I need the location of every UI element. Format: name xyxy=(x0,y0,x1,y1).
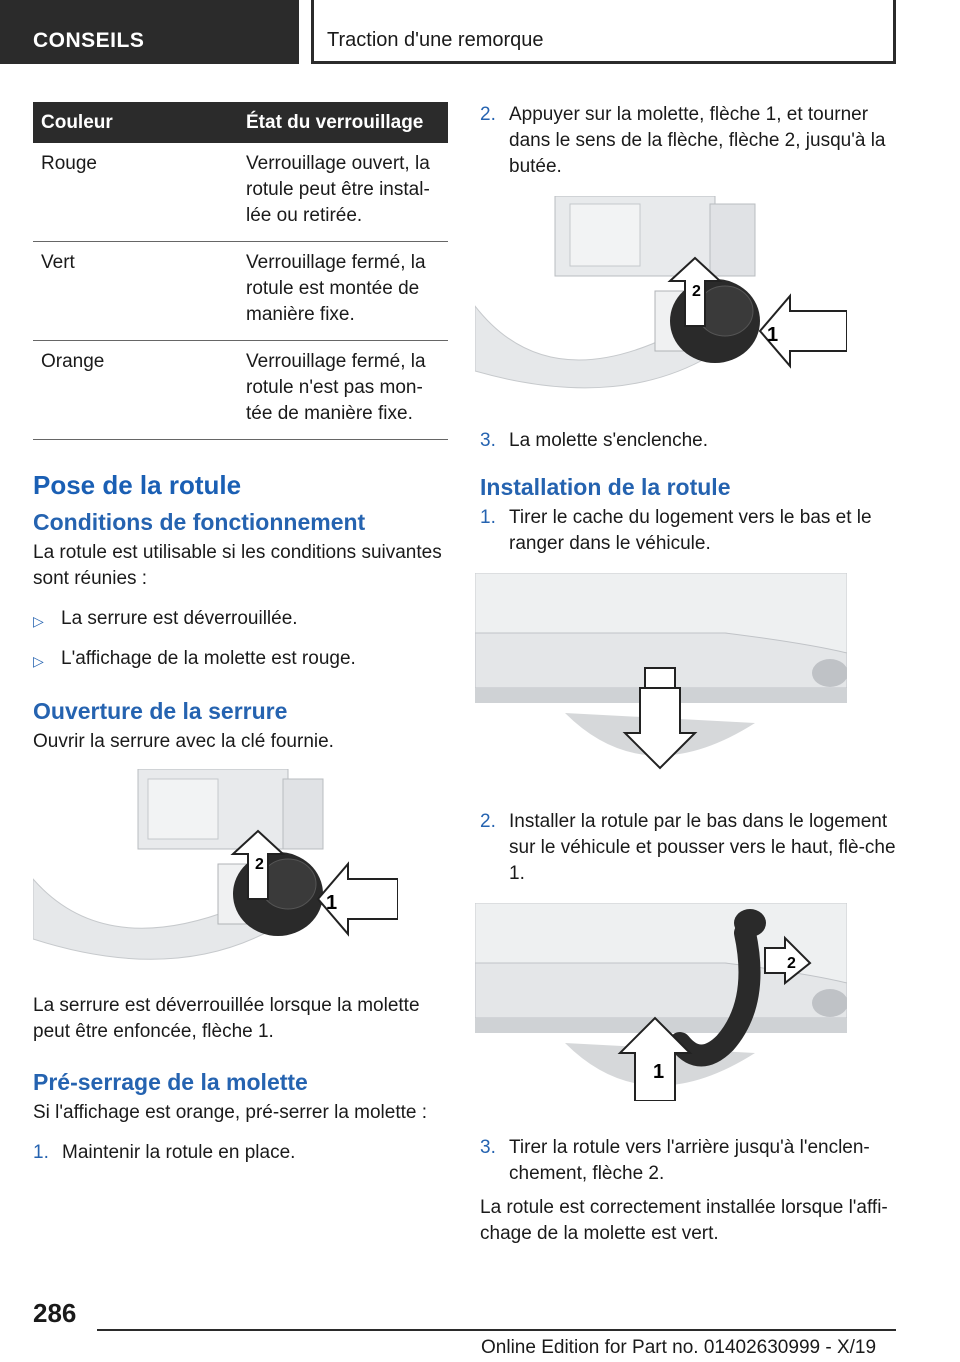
arrow-label-1: 1 xyxy=(767,324,779,346)
left-column xyxy=(33,102,448,1166)
bullet-text: L'affichage de la molette est rouge. xyxy=(61,648,356,669)
table-header-color: Couleur xyxy=(33,102,240,143)
figure-knob-turn xyxy=(475,196,847,396)
heading-preserrage: Pré-serrage de la molette xyxy=(33,1069,308,1095)
step-text: Appuyer sur la molette, flèche 1, et tourner dans le sens de la flèche, flèche 2, jusqu'à la butée. xyxy=(509,104,886,177)
arrow-label-2: 2 xyxy=(787,955,796,972)
chapter-tab xyxy=(0,0,299,64)
step-number: 1. xyxy=(480,507,496,528)
edition-text: Online Edition for Part no. 01402630999 - X/19 xyxy=(481,1337,877,1358)
bumper-illustration xyxy=(475,903,847,1101)
step-item xyxy=(33,1140,448,1166)
step-item xyxy=(480,505,900,557)
table-row xyxy=(33,143,448,242)
arrow-label-2: 2 xyxy=(692,283,701,300)
table-row xyxy=(33,242,448,341)
arrow-label-2: 2 xyxy=(255,856,264,873)
step-number: 3. xyxy=(480,1137,496,1158)
figure-ball-install xyxy=(475,903,847,1101)
step-number: 2. xyxy=(480,104,496,125)
conditions-text: La rotule est utilisable si les conditions suivantes sont réunies : xyxy=(33,542,442,589)
section-title: Traction d'une remorque xyxy=(327,29,544,51)
page-number: 286 xyxy=(33,1298,77,1328)
bullet-text: La serrure est déverrouillée. xyxy=(61,608,298,629)
list-item xyxy=(33,646,448,674)
table-cell: Verrouillage fermé, la rotule est montée de manière fixe. xyxy=(240,242,448,341)
step-text: La molette s'enclenche. xyxy=(509,430,709,451)
knob-illustration xyxy=(475,196,847,396)
knob-illustration xyxy=(33,769,398,969)
arrow-label-1: 1 xyxy=(653,1061,665,1083)
table-cell: Verrouillage fermé, la rotule n'est pas mon-tée de manière fixe. xyxy=(240,341,448,440)
step-text: Maintenir la rotule en place. xyxy=(62,1142,296,1163)
table-header-state: État du verrouillage xyxy=(240,102,448,143)
step-number: 2. xyxy=(480,811,496,832)
figure-knob-unlock xyxy=(33,769,398,969)
heading-pose: Pose de la rotule xyxy=(33,470,242,500)
step-text: Installer la rotule par le bas dans le logement sur le véhicule et pousser vers le haut, flè-che 1. xyxy=(509,811,896,884)
footer-divider xyxy=(97,1329,896,1331)
arrow-label-1: 1 xyxy=(326,892,338,914)
bumper-illustration xyxy=(475,573,847,771)
list-item xyxy=(33,606,448,634)
step-number: 1. xyxy=(33,1142,49,1163)
heading-conditions: Conditions de fonctionnement xyxy=(33,509,366,535)
chapter-label: CONSEILS xyxy=(33,29,145,52)
unlock-text: La serrure est déverrouillée lorsque la molette peut être enfoncée, flèche 1. xyxy=(33,995,420,1042)
step-text: Tirer la rotule vers l'arrière jusqu'à l'enclen-chement, flèche 2. xyxy=(509,1137,870,1184)
step-item xyxy=(480,428,900,454)
table-cell: Verrouillage ouvert, la rotule peut être instal-lée ou retirée. xyxy=(240,143,448,242)
lock-status-table xyxy=(33,102,448,440)
step-number: 3. xyxy=(480,430,496,451)
table-header-row xyxy=(33,102,448,143)
triangle-bullet-icon: ▷ xyxy=(33,653,44,669)
table-row xyxy=(33,341,448,440)
table-cell: Orange xyxy=(33,341,240,440)
figure-cover-removal xyxy=(475,573,847,771)
step-item xyxy=(480,1135,900,1187)
final-text: La rotule est correctement installée lorsque l'affi-chage de la molette est vert. xyxy=(480,1197,888,1244)
triangle-bullet-icon: ▷ xyxy=(33,613,44,629)
right-column xyxy=(480,102,900,1247)
heading-ouverture: Ouverture de la serrure xyxy=(33,698,288,724)
step-item xyxy=(480,809,900,887)
step-item xyxy=(480,102,900,180)
table-cell: Vert xyxy=(33,242,240,341)
heading-installation: Installation de la rotule xyxy=(480,474,731,500)
ouverture-text: Ouvrir la serrure avec la clé fournie. xyxy=(33,731,334,752)
step-text: Tirer le cache du logement vers le bas et le ranger dans le véhicule. xyxy=(509,507,872,554)
preserrage-text: Si l'affichage est orange, pré-serrer la molette : xyxy=(33,1102,428,1123)
table-cell: Rouge xyxy=(33,143,240,242)
page-header-title xyxy=(311,0,896,64)
